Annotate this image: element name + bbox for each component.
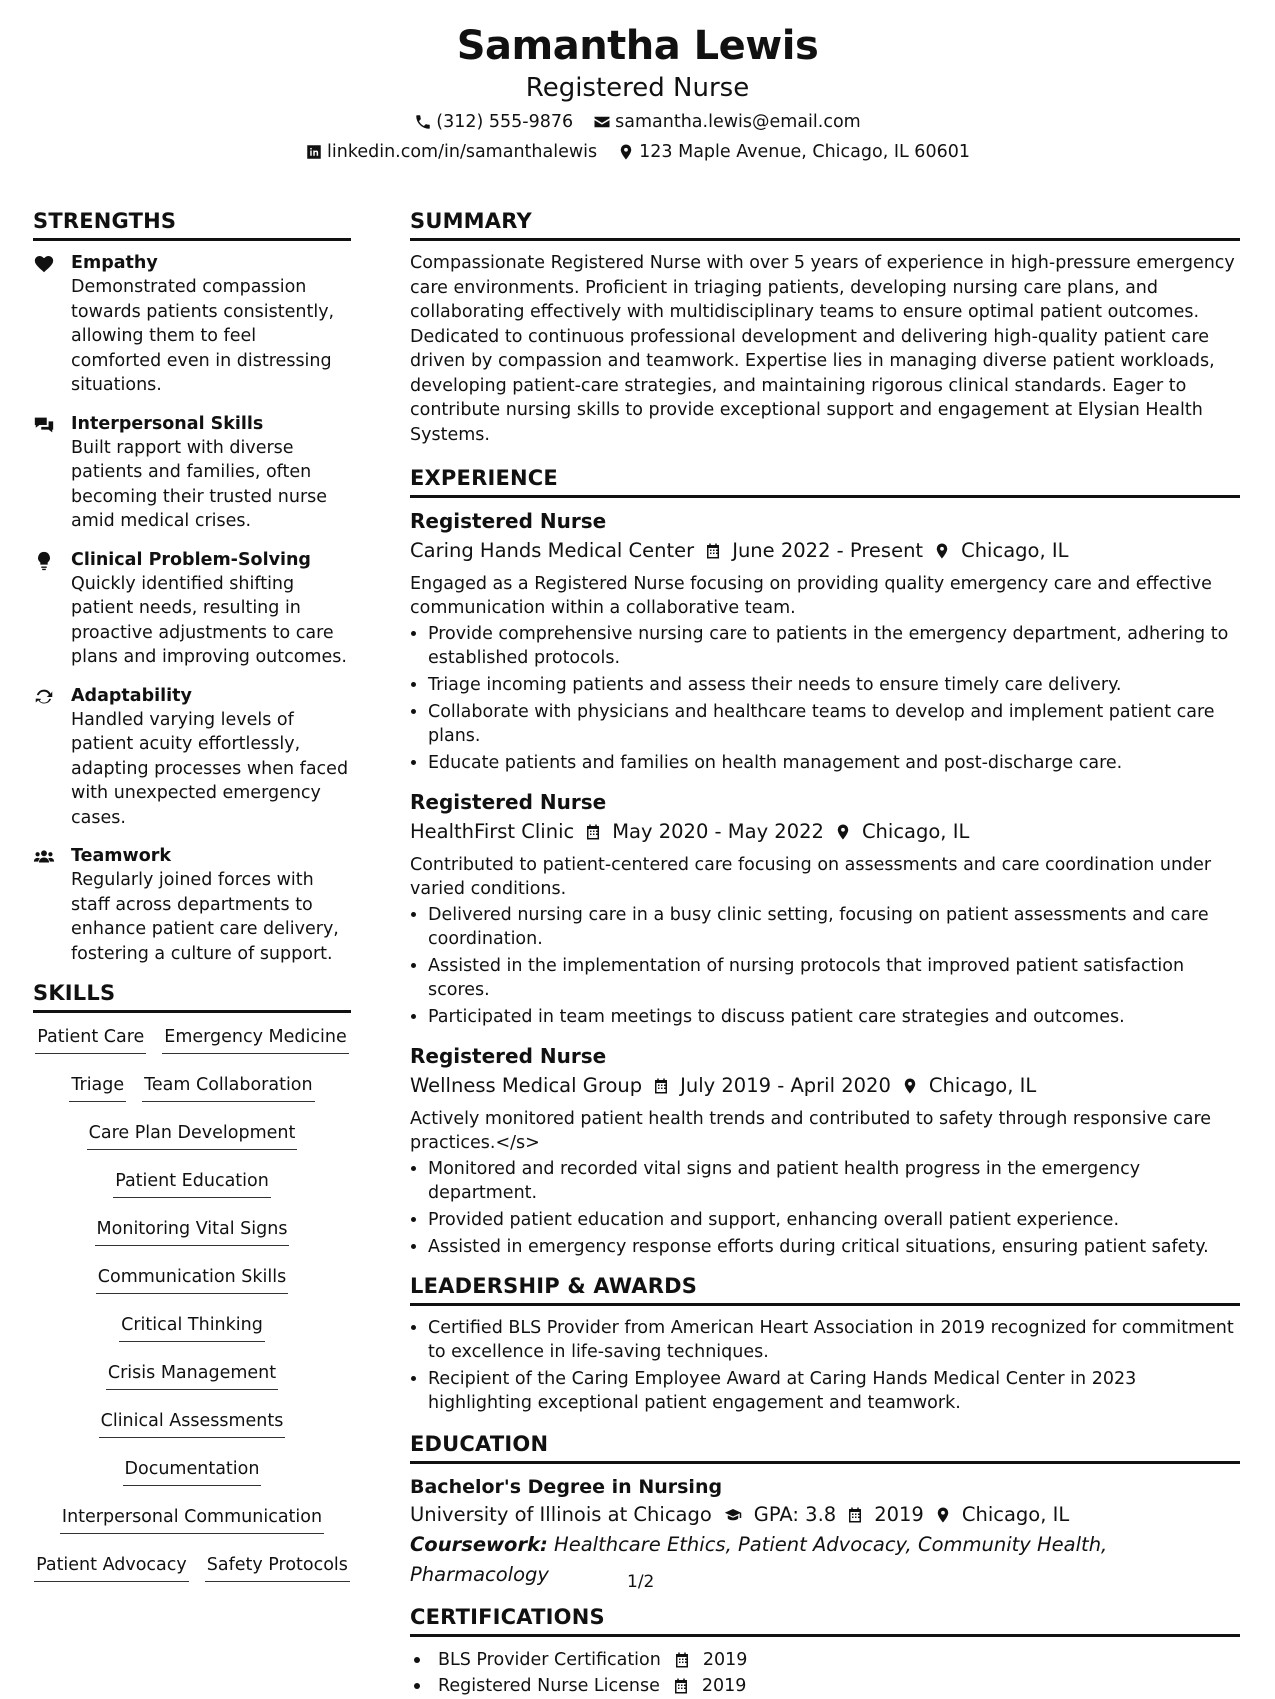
summary-heading: SUMMARY bbox=[410, 208, 1240, 241]
strength-item bbox=[33, 844, 351, 966]
skill-tag: Communication Skills bbox=[96, 1263, 288, 1294]
skill-tag: Patient Care bbox=[35, 1023, 146, 1054]
job-title: Registered Nurse bbox=[410, 790, 607, 814]
right-column bbox=[410, 208, 1240, 1699]
skill-tag: Care Plan Development bbox=[87, 1119, 298, 1150]
job-meta bbox=[410, 536, 1240, 566]
calendar-icon bbox=[584, 823, 602, 841]
skill-tag: Patient Education bbox=[113, 1167, 271, 1198]
skill-tag: Team Collaboration bbox=[142, 1071, 314, 1102]
strength-title: Empathy bbox=[71, 253, 158, 273]
award-item: • Recipient of the Caring Employee Award at Caring Hands Medical Center in 2023 highlighting exceptional patient engagement and teamwork. bbox=[428, 1367, 1240, 1415]
education-heading: EDUCATION bbox=[410, 1431, 1240, 1464]
strength-desc: Quickly identified shifting patient needs, resulting in proactive adjustments to care plans and improving outcomes. bbox=[71, 573, 347, 667]
job-bullet: • Collaborate with physicians and healthcare teams to develop and implement patient care plans. bbox=[428, 700, 1240, 748]
strength-desc: Built rapport with diverse patients and families, often becoming their trusted nurse amid medical crises. bbox=[71, 437, 328, 531]
coursework-label: Coursework: bbox=[410, 1533, 548, 1556]
education-meta bbox=[410, 1500, 1240, 1530]
email-item bbox=[593, 110, 861, 134]
map-marker-icon bbox=[617, 143, 635, 161]
job-bullet: • Participated in team meetings to discuss patient care strategies and outcomes. bbox=[428, 1005, 1240, 1029]
bullet-dot bbox=[414, 1683, 420, 1689]
skill-tag: Emergency Medicine bbox=[162, 1023, 348, 1054]
job-bullet: • Provided patient education and support, enhancing overall patient experience. bbox=[428, 1208, 1240, 1232]
job-bullet: • Delivered nursing care in a busy clinic setting, focusing on patient assessments and care coordination. bbox=[428, 903, 1240, 951]
envelope-icon bbox=[593, 113, 611, 131]
coursework-line bbox=[410, 1530, 1240, 1590]
users-icon bbox=[33, 846, 55, 868]
strength-item bbox=[33, 684, 351, 831]
job-bullet: • Assisted in the implementation of nursing protocols that improved patient satisfaction scores. bbox=[428, 954, 1240, 1002]
leadership-heading: LEADERSHIP & AWARDS bbox=[410, 1273, 1240, 1306]
email-link[interactable]: samantha.lewis@email.com bbox=[615, 112, 861, 132]
job-bullet: • Provide comprehensive nursing care to patients in the emergency department, adhering to established protocols. bbox=[428, 622, 1240, 670]
map-marker-icon bbox=[933, 542, 951, 560]
job-entry bbox=[410, 789, 1240, 1029]
cert-item bbox=[410, 1647, 1240, 1673]
cert-year: 2019 bbox=[702, 1650, 748, 1670]
job-bullet: • Monitored and recorded vital signs and patient health progress in the emergency department. bbox=[428, 1157, 1240, 1205]
cert-item bbox=[410, 1673, 1240, 1699]
strength-item bbox=[33, 412, 351, 534]
cert-name: Registered Nurse License bbox=[438, 1676, 660, 1696]
strength-title: Teamwork bbox=[71, 846, 171, 866]
left-column bbox=[33, 208, 351, 1599]
skill-tag: Critical Thinking bbox=[119, 1311, 265, 1342]
sync-icon bbox=[33, 686, 55, 708]
job-location: Chicago, IL bbox=[961, 539, 1069, 562]
page-number: 1/2 bbox=[627, 1572, 655, 1592]
job-meta bbox=[410, 1071, 1240, 1101]
certifications-heading: CERTIFICATIONS bbox=[410, 1604, 1240, 1637]
skills-heading: SKILLS bbox=[33, 980, 351, 1013]
calendar-icon bbox=[672, 1677, 690, 1695]
skill-tag: Triage bbox=[69, 1071, 126, 1102]
graduation-cap-icon bbox=[722, 1506, 744, 1524]
job-bullets bbox=[410, 1157, 1240, 1259]
candidate-name: Samantha Lewis bbox=[456, 23, 819, 69]
strength-title: Interpersonal Skills bbox=[71, 413, 264, 434]
graduation-year: 2019 bbox=[874, 1503, 924, 1526]
calendar-icon bbox=[673, 1651, 691, 1669]
address-item bbox=[617, 140, 970, 164]
strength-desc: Handled varying levels of patient acuity effortlessly, adapting processes when faced with unexpected emergency cases. bbox=[71, 709, 349, 828]
education-location: Chicago, IL bbox=[961, 1503, 1070, 1526]
skill-tag: Safety Protocols bbox=[205, 1551, 350, 1582]
job-bullets bbox=[410, 903, 1240, 1029]
skill-tag: Clinical Assessments bbox=[99, 1407, 286, 1438]
job-meta bbox=[410, 817, 1240, 847]
job-bullet: • Assisted in emergency response efforts during critical situations, ensuring patient safety. bbox=[428, 1235, 1240, 1259]
calendar-icon bbox=[704, 542, 722, 560]
job-location: Chicago, IL bbox=[928, 1074, 1037, 1097]
comments-icon bbox=[33, 414, 55, 436]
award-item: • Certified BLS Provider from American Heart Association in 2019 recognized for commitment to excellence in life-saving techniques. bbox=[428, 1316, 1240, 1364]
job-location: Chicago, IL bbox=[861, 820, 970, 843]
cert-name: BLS Provider Certification bbox=[438, 1650, 661, 1670]
school-name: University of Illinois at Chicago bbox=[410, 1503, 712, 1526]
summary-text: Compassionate Registered Nurse with over 5 years of experience in high-pressure emergency care environments. Proficient in triaging patients, developing nursing care plans, and collaborating effectively with multidisciplinary teams to ensure optimal patient outcomes. Dedicated to continuous professional development and delivering high-quality patient care driven by compassion and teamwork. Expertise lies in managing diverse patient workloads, developing patient-care strategies, and maintaining rigorous clinical standards. Eager to contribute nursing skills to provide exceptional support and engagement at Elysian Health Systems. bbox=[410, 253, 1235, 445]
calendar-icon bbox=[846, 1506, 864, 1524]
job-bullet: • Educate patients and families on health management and post-discharge care. bbox=[428, 751, 1240, 775]
skill-tag: Interpersonal Communication bbox=[60, 1503, 324, 1534]
resume-header bbox=[0, 0, 1275, 164]
bullet-dot bbox=[414, 1657, 420, 1663]
job-dates: July 2019 - April 2020 bbox=[680, 1074, 891, 1097]
skill-tag: Patient Advocacy bbox=[34, 1551, 189, 1582]
skill-tag: Monitoring Vital Signs bbox=[95, 1215, 290, 1246]
job-description: Engaged as a Registered Nurse focusing on providing quality emergency care and effective communication within a collaborative team. bbox=[410, 574, 1212, 618]
job-company: HealthFirst Clinic bbox=[410, 820, 575, 843]
strength-title: Clinical Problem-Solving bbox=[71, 549, 311, 570]
job-dates: June 2022 - Present bbox=[732, 539, 924, 562]
linkedin-item bbox=[305, 140, 597, 164]
job-bullet: • Triage incoming patients and assess their needs to ensure timely care delivery. bbox=[428, 673, 1240, 697]
calendar-icon bbox=[652, 1077, 670, 1095]
job-description: Contributed to patient-centered care focusing on assessments and care coordination under varied conditions. bbox=[410, 855, 1212, 899]
map-marker-icon bbox=[934, 1506, 952, 1524]
job-company: Wellness Medical Group bbox=[410, 1074, 643, 1097]
job-bullets bbox=[410, 622, 1240, 775]
phone-icon bbox=[414, 113, 432, 131]
degree-title: Bachelor's Degree in Nursing bbox=[410, 1476, 723, 1498]
coursework-text: Healthcare Ethics, Patient Advocacy, Community Health, Pharmacology bbox=[410, 1533, 1108, 1586]
job-description: Actively monitored patient health trends and contributed to safety through responsive care practices.</s> bbox=[410, 1109, 1212, 1153]
gpa-text: GPA: 3.8 bbox=[753, 1503, 837, 1526]
strength-desc: Demonstrated compassion towards patients consistently, allowing them to feel comforted even in distressing situations. bbox=[71, 277, 335, 395]
strengths-heading: STRENGTHS bbox=[33, 208, 351, 241]
linkedin-link[interactable]: linkedin.com/in/samanthalewis bbox=[327, 142, 598, 162]
lightbulb-icon bbox=[33, 550, 55, 572]
skills-list bbox=[33, 1023, 351, 1599]
job-title: Registered Nurse bbox=[410, 509, 607, 533]
map-marker-icon bbox=[834, 823, 852, 841]
job-dates: May 2020 - May 2022 bbox=[612, 820, 824, 843]
map-marker-icon bbox=[901, 1077, 919, 1095]
strength-title: Adaptability bbox=[71, 685, 192, 706]
job-entry bbox=[410, 1043, 1240, 1259]
strength-item bbox=[33, 548, 351, 670]
linkedin-icon bbox=[305, 143, 323, 161]
heart-icon bbox=[33, 253, 55, 275]
job-title: Registered Nurse bbox=[410, 1044, 607, 1068]
contact-line-1 bbox=[0, 110, 1275, 134]
job-entry bbox=[410, 508, 1240, 775]
phone-text[interactable]: (312) 555-9876 bbox=[436, 112, 574, 132]
address-text: 123 Maple Avenue, Chicago, IL 60601 bbox=[639, 142, 970, 162]
skill-tag: Documentation bbox=[123, 1455, 262, 1486]
strength-item bbox=[33, 251, 351, 398]
skill-tag: Crisis Management bbox=[106, 1359, 278, 1390]
experience-heading: EXPERIENCE bbox=[410, 465, 1240, 498]
leadership-list bbox=[410, 1316, 1240, 1415]
contact-line-2 bbox=[0, 140, 1275, 164]
candidate-role: Registered Nurse bbox=[525, 73, 750, 103]
strength-desc: Regularly joined forces with staff across departments to enhance patient care delivery, fostering a culture of support. bbox=[71, 870, 339, 964]
phone-item bbox=[414, 110, 573, 134]
job-company: Caring Hands Medical Center bbox=[410, 539, 695, 562]
cert-year: 2019 bbox=[701, 1676, 747, 1696]
